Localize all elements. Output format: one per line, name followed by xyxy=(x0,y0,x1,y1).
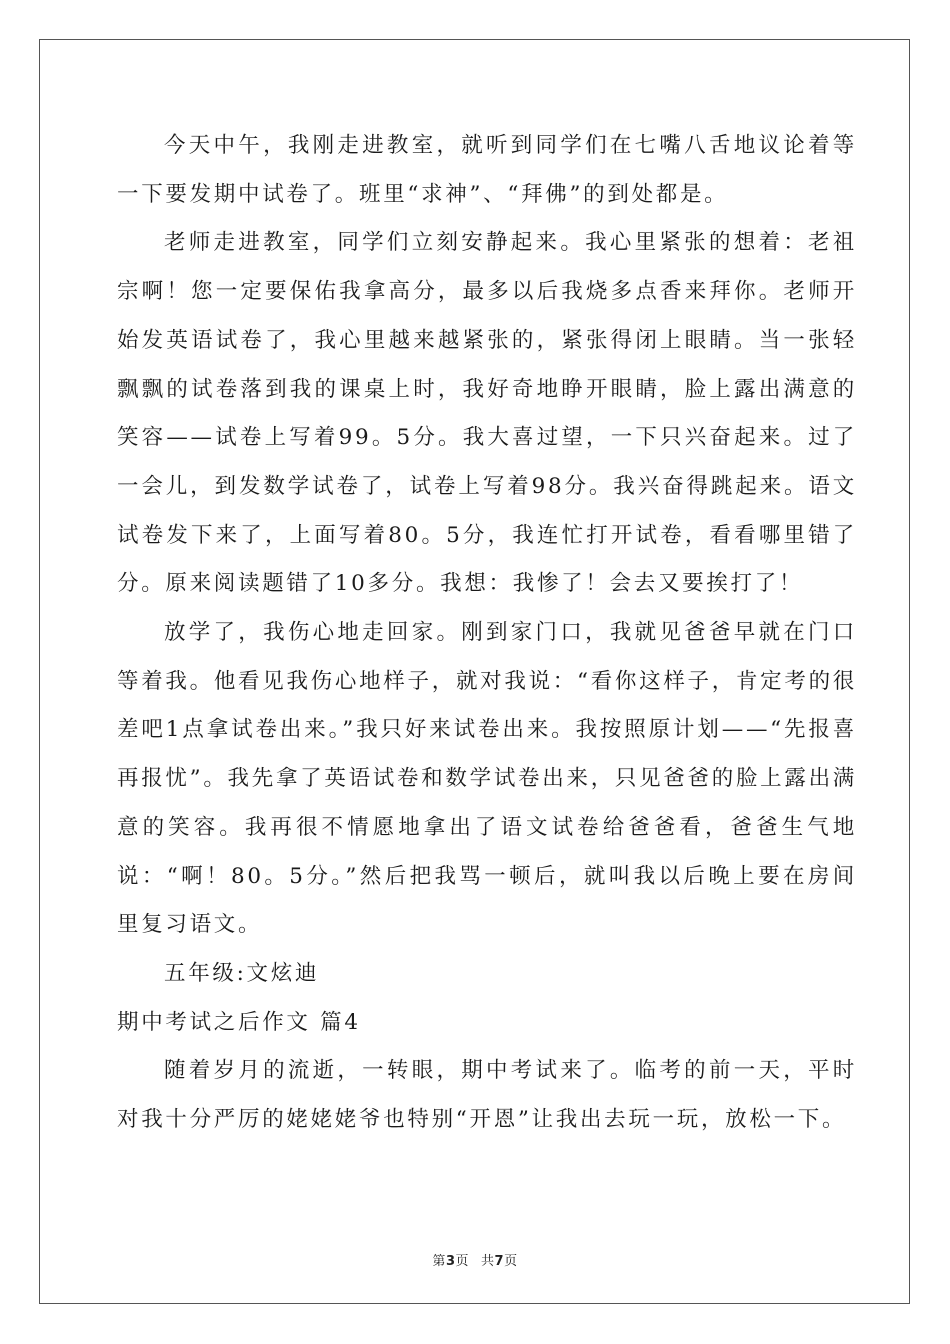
paragraph-3: 放学了，我伤心地走回家。刚到家门口，我就见爸爸早就在门口等着我。他看见我伤心地样子，就对我说：“看你这样子，肯定考的很差吧1点拿试卷出来。”我只好来试卷出来。我按照原计划——“先报喜再报忧”。我先拿了英语试卷和数学试卷出来，只见爸爸的脸上露出满意的笑容。我再很不情愿地拿出了语文试卷给爸爸看，爸爸生气地说：“啊！80。5分。”然后把我骂一顿后，就叫我以后晚上要在房间里复习语文。 xyxy=(117,620,857,938)
author-line: 五年级:文炫迪 xyxy=(164,960,320,986)
total-prefix: 共 xyxy=(481,1254,495,1269)
total-suffix: 页 xyxy=(504,1254,518,1269)
paragraph-4: 随着岁月的流逝，一转眼，期中考试来了。临考的前一天，平时对我十分严厉的姥姥姥爷也特别“开恩”让我出去玩一玩，放松一下。 xyxy=(117,1058,857,1133)
page-current: 3 xyxy=(445,1254,456,1269)
page-footer xyxy=(0,1250,950,1269)
document-body xyxy=(117,122,857,1145)
page-prefix: 第 xyxy=(432,1254,446,1269)
paragraph-1: 今天中午，我刚走进教室，就听到同学们在七嘴八舌地议论着等一下要发期中试卷了。班里“求神”、“拜佛”的到处都是。 xyxy=(117,133,857,207)
paragraph-2: 老师走进教室，同学们立刻安静起来。我心里紧张的想着：老祖宗啊！您一定要保佑我拿高分，最多以后我烧多点香来拜你。老师开始发英语试卷了，我心里越来越紧张的，紧张得闭上眼睛。当一张轻飘飘的试卷落到我的课桌上时，我好奇地睁开眼睛，脸上露出满意的笑容——试卷上写着99。5分。我大喜过望，一下只兴奋起来。过了一会儿，到发数学试卷了，试卷上写着98分。我兴奋得跳起来。语文试卷发下来了，上面写着80。5分，我连忙打开试卷，看看哪里错了分。原来阅读题错了10多分。我想：我惨了！会去又要挨打了！ xyxy=(117,230,857,597)
page-total: 7 xyxy=(494,1254,505,1269)
page-suffix: 页 xyxy=(455,1254,469,1269)
section-heading: 期中考试之后作文 篇4 xyxy=(117,1009,361,1035)
